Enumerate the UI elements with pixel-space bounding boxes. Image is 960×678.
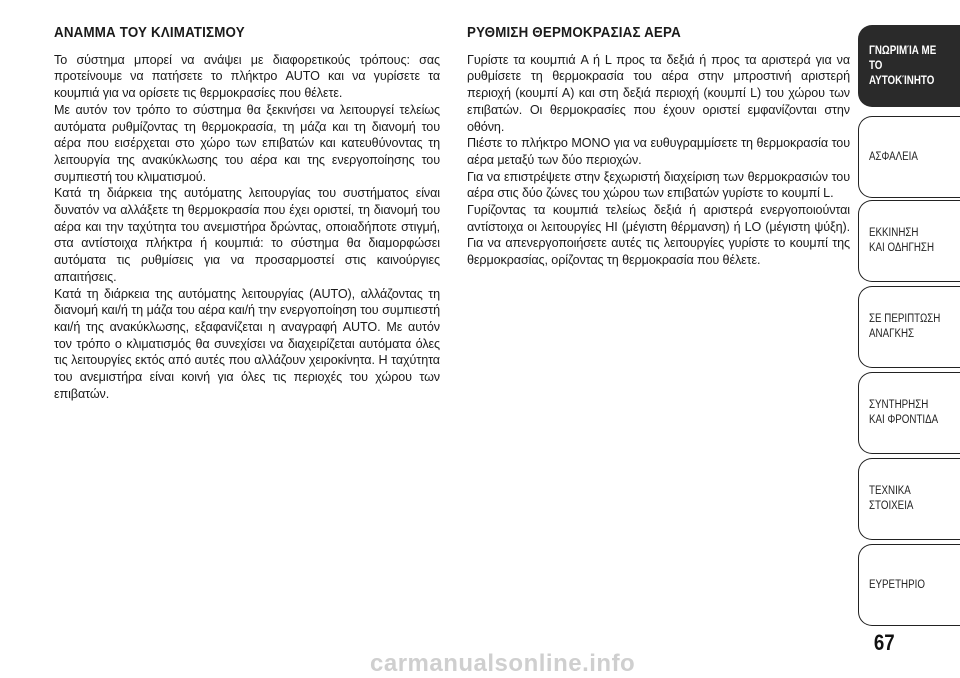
section-body-air-temperature: Γυρίστε τα κουμπιά A ή L προς τα δεξιά ή προς τα αριστερά για να ρυθμίσετε τη θερμοκρασία του αέρα στην μπροστινή αριστερή περιοχή (κουμπί A) και στη δεξιά περιοχή (κουμπί L) του χώρου των επιβατών. Οι θερμοκρασίες που έχουν οριστεί εμφανίζονται στην οθόνη. Πιέστε το πλήκτρο MONO για να ευθυγραμμίσετε τη θερμοκρασία του αέρα μεταξύ των δύο περιοχών. Για να επιστρέψετε στην ξεχωριστή διαχείριση των θερμοκρασιών του αέρα στις δύο ζώνες του χώρου των επιβατών γυρίστε το κουμπί L. Γυρίζοντας τα κουμπιά τελείως δεξιά ή αριστερά ενεργοποιούνται αντίστοιχα οι λειτουργίες HI (μέγιστη θέρμανση) ή LO (μέγιστη ψύξη). Για να απενεργοποιήσετε αυτές τις λειτουργίες γυρίστε το κουμπί της θερμοκρασίας, ορίζοντας τη θερμοκρασία που θέλετε. <box>467 52 850 268</box>
page-number: 67 <box>873 630 895 655</box>
tab-safety[interactable] <box>858 116 960 198</box>
tab-starting-driving[interactable] <box>858 200 960 282</box>
left-column <box>54 25 440 402</box>
section-heading-air-temperature: ΡΥΘΜΙΣΗ ΘΕΡΜΟΚΡΑΣΙΑΣ ΑΕΡΑ <box>467 25 681 41</box>
tab-label: ΣΕ ΠΕΡΙΠΤΩΣΗ ΑΝΑΓΚΗΣ <box>869 313 941 340</box>
tab-label: ΕΚΚΙΝΗΣΗ ΚΑΙ ΟΔΗΓΗΣΗ <box>869 227 935 254</box>
chapter-tabs <box>858 0 960 610</box>
tab-maintenance-care[interactable] <box>858 372 960 454</box>
tab-label: ΕΥΡΕΤΗΡΙΟ <box>869 578 925 591</box>
tab-label: ΓΝΩΡΙΜΊΑ ΜΕ ΤΟ ΑΥΤΟΚΊΝΗΤΟ <box>869 44 937 87</box>
section-body-ac-start: Το σύστημα μπορεί να ανάψει με διαφορετικούς τρόπους: σας προτείνουμε να πατήσετε το πλήκτρο AUTO και να γυρίσετε τα κουμπιά για να ορίσετε τις θερμοκρασίες που θέλετε. Με αυτόν τον τρόπο το σύστημα θα ξεκινήσει να λειτουργεί τελείως αυτόματα ρυθμίζοντας τη θερμοκρασία, τη μάζα και τη διανομή του αέρα που εισέρχεται στο χώρο των επιβατών και κατευθύνοντας τη λειτουργία της ανακύκλωσης του αέρα και της ενεργοποίησης του συμπιεστή του κλιματισμού. Κατά τη διάρκεια της αυτόματης λειτουργίας του συστήματος είναι δυνατόν να αλλάξετε τη θερμοκρασία που έχει οριστεί, τη διανομή του αέρα και την ταχύτητα του ανεμιστήρα δρώντας, οποιαδήποτε στιγμή, στα αντίστοιχα πλήκτρα ή κουμπιά: το σύστημα θα διαμορφώσει αυτόματα τις ρυθμίσεις για να προσαρμοστεί στις καινούργιες απαιτήσεις. Κατά τη διάρκεια της αυτόματης λειτουργίας (AUTO), αλλάζοντας τη διανομή και/ή τη μάζα του αέρα και/ή την ενεργοποίηση του συμπιεστή και/ή της ανακύκλωσης, εξαφανίζεται η αναγραφή AUTO. Με αυτόν τον τρόπο ο κλιματισμός θα συνεχίσει να διαχειρίζεται αυτόματα όλες τις λειτουργίες εκτός από αυτές που αλλάζουν χειροκίνητα. Η ταχύτητα του ανεμιστήρα είναι κοινή για όλες τις περιοχές του χώρου των επιβατών. <box>54 52 440 401</box>
tab-emergency[interactable] <box>858 286 960 368</box>
tab-label: ΤΕΧΝΙΚΑ ΣΤΟΙΧΕΙΑ <box>869 485 914 512</box>
watermark-text: carmanualsonline.info <box>370 650 636 677</box>
section-heading-ac-start: ΑΝΑΜΜΑ ΤΟΥ ΚΛΙΜΑΤΙΣΜΟΥ <box>54 25 245 41</box>
tab-technical-data[interactable] <box>858 458 960 540</box>
right-column <box>467 25 850 269</box>
tab-label: ΑΣΦΑΛΕΙΑ <box>869 150 918 163</box>
tab-getting-to-know-car[interactable] <box>858 25 960 107</box>
tab-index[interactable] <box>858 544 960 626</box>
tab-label: ΣΥΝΤΗΡΗΣΗ ΚΑΙ ΦΡΟΝΤΙΔΑ <box>869 399 939 426</box>
